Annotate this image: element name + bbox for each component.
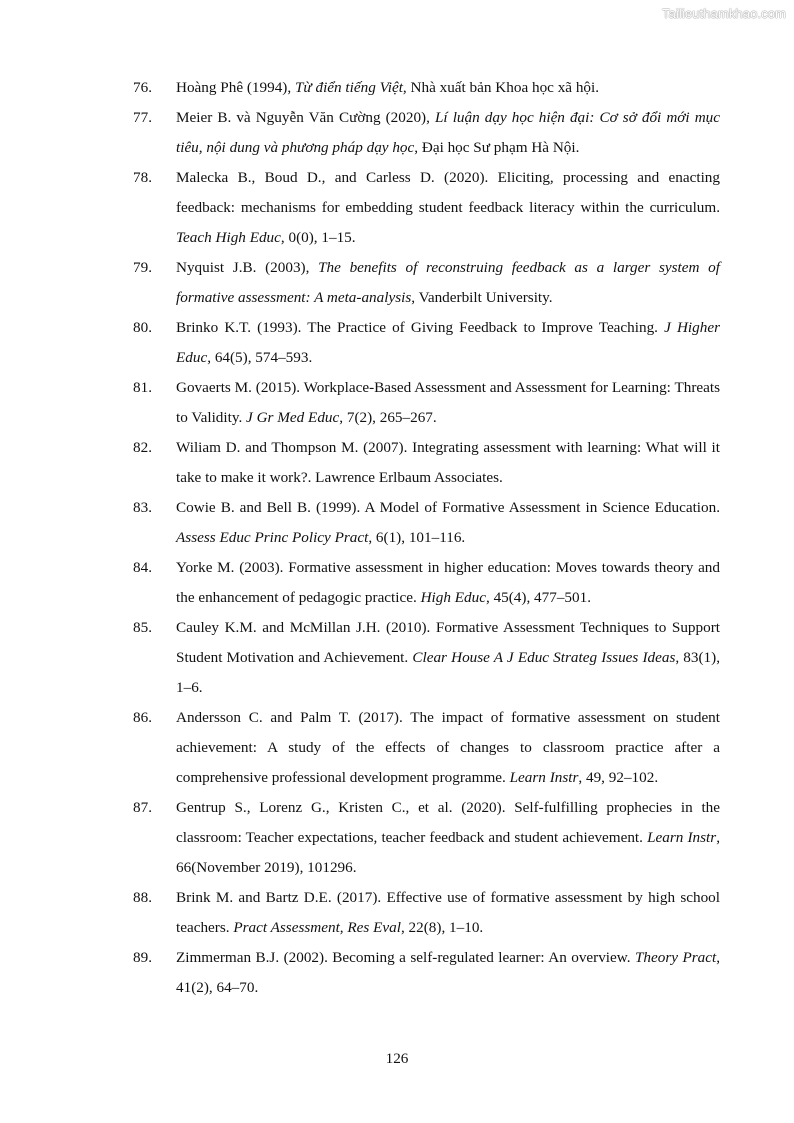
reference-text <box>176 493 720 553</box>
reference-item <box>133 703 720 793</box>
reference-item <box>133 943 720 1003</box>
reference-number: 85. <box>133 619 152 636</box>
reference-text-segment: , 45(4), 477–501. <box>485 589 592 606</box>
reference-text-segment: Govaerts M. (2015). Workplace-Based Assessment and Assessment for Learning: Threats to Validity. <box>176 379 720 426</box>
reference-source-title: The benefits of reconstruing feedback as a larger system of formative assessment: A meta-analysis <box>176 259 720 306</box>
reference-source-title: Teach High Educ <box>176 229 281 246</box>
reference-text <box>176 73 720 103</box>
reference-text-segment: , 6(1), 101–116. <box>368 529 466 546</box>
reference-item <box>133 103 720 163</box>
reference-text <box>176 313 720 373</box>
reference-number: 77. <box>133 109 152 126</box>
reference-number: 88. <box>133 889 152 906</box>
reference-list <box>133 73 720 1003</box>
reference-text-segment: Brink M. and Bartz D.E. (2017). Effective use of formative assessment by high school teachers. <box>176 889 720 936</box>
reference-source-title: High Educ <box>420 589 486 606</box>
reference-item <box>133 493 720 553</box>
reference-number: 80. <box>133 319 152 336</box>
reference-number: 81. <box>133 379 152 396</box>
reference-text <box>176 613 720 703</box>
reference-item <box>133 313 720 373</box>
reference-text-segment: , 7(2), 265–267. <box>339 409 437 426</box>
reference-text-segment: , 22(8), 1–10. <box>400 919 484 936</box>
reference-item <box>133 163 720 253</box>
reference-text-segment: , 41(2), 64–70. <box>176 949 720 996</box>
reference-number: 76. <box>133 79 152 96</box>
reference-number: 78. <box>133 169 152 186</box>
watermark: Tailieuthamkhao.com <box>661 6 786 21</box>
reference-number: 84. <box>133 559 152 576</box>
reference-item <box>133 553 720 613</box>
reference-item <box>133 253 720 313</box>
reference-text <box>176 253 720 313</box>
reference-text <box>176 163 720 253</box>
reference-text-segment: , 49, 92–102. <box>578 769 659 786</box>
reference-number: 87. <box>133 799 152 816</box>
reference-text-segment: Gentrup S., Lorenz G., Kristen C., et al. (2020). Self-fulfilling prophecies in the classroom: Teacher expectations, teacher feedback and student achievement. <box>176 799 720 846</box>
page-number: 126 <box>385 1050 409 1067</box>
reference-text-segment: , 66(November 2019), 101296. <box>176 829 720 876</box>
reference-text-segment: , Vanderbilt University. <box>411 289 553 306</box>
reference-source-title: Lí luận dạy học hiện đại: Cơ sở đổi mới mục tiêu, nội dung và phương pháp dạy học <box>176 109 721 156</box>
reference-text-segment: Nyquist J.B. (2003), <box>176 259 319 276</box>
reference-item <box>133 793 720 883</box>
reference-source-title: Pract Assessment, Res Eval <box>233 919 401 936</box>
reference-item <box>133 73 720 103</box>
reference-text <box>176 793 720 883</box>
reference-item <box>133 883 720 943</box>
reference-text-segment: , Đại học Sư phạm Hà Nội. <box>414 139 580 156</box>
reference-text-segment: Cauley K.M. and McMillan J.H. (2010). Formative Assessment Techniques to Support Student Motivation and Achievement. <box>176 619 720 666</box>
reference-text-segment: Wiliam D. and Thompson M. (2007). Integrating assessment with learning: What will it take to make it work?. Lawrence Erlbaum Associates. <box>176 439 720 486</box>
reference-text-segment: Meier B. và Nguyễn Văn Cường (2020), <box>176 109 435 126</box>
reference-item <box>133 433 720 493</box>
reference-text-segment: Yorke M. (2003). Formative assessment in higher education: Moves towards theory and the enhancement of pedagogic practice. <box>176 559 720 606</box>
reference-number: 82. <box>133 439 152 456</box>
reference-text-segment: , 0(0), 1–15. <box>280 229 356 246</box>
reference-item <box>133 613 720 703</box>
reference-source-title: J Gr Med Educ <box>246 409 340 426</box>
reference-text <box>176 373 720 433</box>
reference-text <box>176 883 720 943</box>
reference-text <box>176 103 720 163</box>
reference-number: 89. <box>133 949 152 966</box>
reference-source-title: J Higher Educ <box>176 319 720 366</box>
reference-text <box>176 553 720 613</box>
reference-number: 79. <box>133 259 152 276</box>
reference-text-segment: Zimmerman B.J. (2002). Becoming a self-regulated learner: An overview. <box>176 949 635 966</box>
reference-item <box>133 373 720 433</box>
reference-source-title: Theory Pract <box>634 949 717 966</box>
reference-number: 83. <box>133 499 152 516</box>
reference-source-title: Từ điển tiếng Việt <box>294 79 403 96</box>
reference-text-segment: , Nhà xuất bản Khoa học xã hội. <box>402 79 600 96</box>
reference-text-segment: Andersson C. and Palm T. (2017). The impact of formative assessment on student achievement: A study of the effects of changes to classroom practice after a comprehensive professional development programme. <box>176 709 720 786</box>
reference-source-title: Learn Instr <box>647 829 717 846</box>
reference-text <box>176 433 720 493</box>
reference-text-segment: Hoàng Phê (1994), <box>176 79 295 96</box>
reference-source-title: Learn Instr <box>509 769 579 786</box>
reference-text-segment: , 64(5), 574–593. <box>207 349 313 366</box>
reference-text <box>176 943 720 1003</box>
reference-text-segment: Malecka B., Boud D., and Carless D. (2020). Eliciting, processing and enacting feedback: mechanisms for embedding student feedback literacy within the curriculum. <box>176 169 720 216</box>
reference-text-segment: Cowie B. and Bell B. (1999). A Model of Formative Assessment in Science Education. <box>176 499 720 516</box>
reference-text-segment: , 83(1), 1–6. <box>176 649 720 696</box>
reference-number: 86. <box>133 709 152 726</box>
reference-text <box>176 703 720 793</box>
reference-text-segment: Brinko K.T. (1993). The Practice of Giving Feedback to Improve Teaching. <box>176 319 665 336</box>
reference-source-title: Assess Educ Princ Policy Pract <box>176 529 369 546</box>
reference-source-title: Clear House A J Educ Strateg Issues Ideas <box>412 649 676 666</box>
